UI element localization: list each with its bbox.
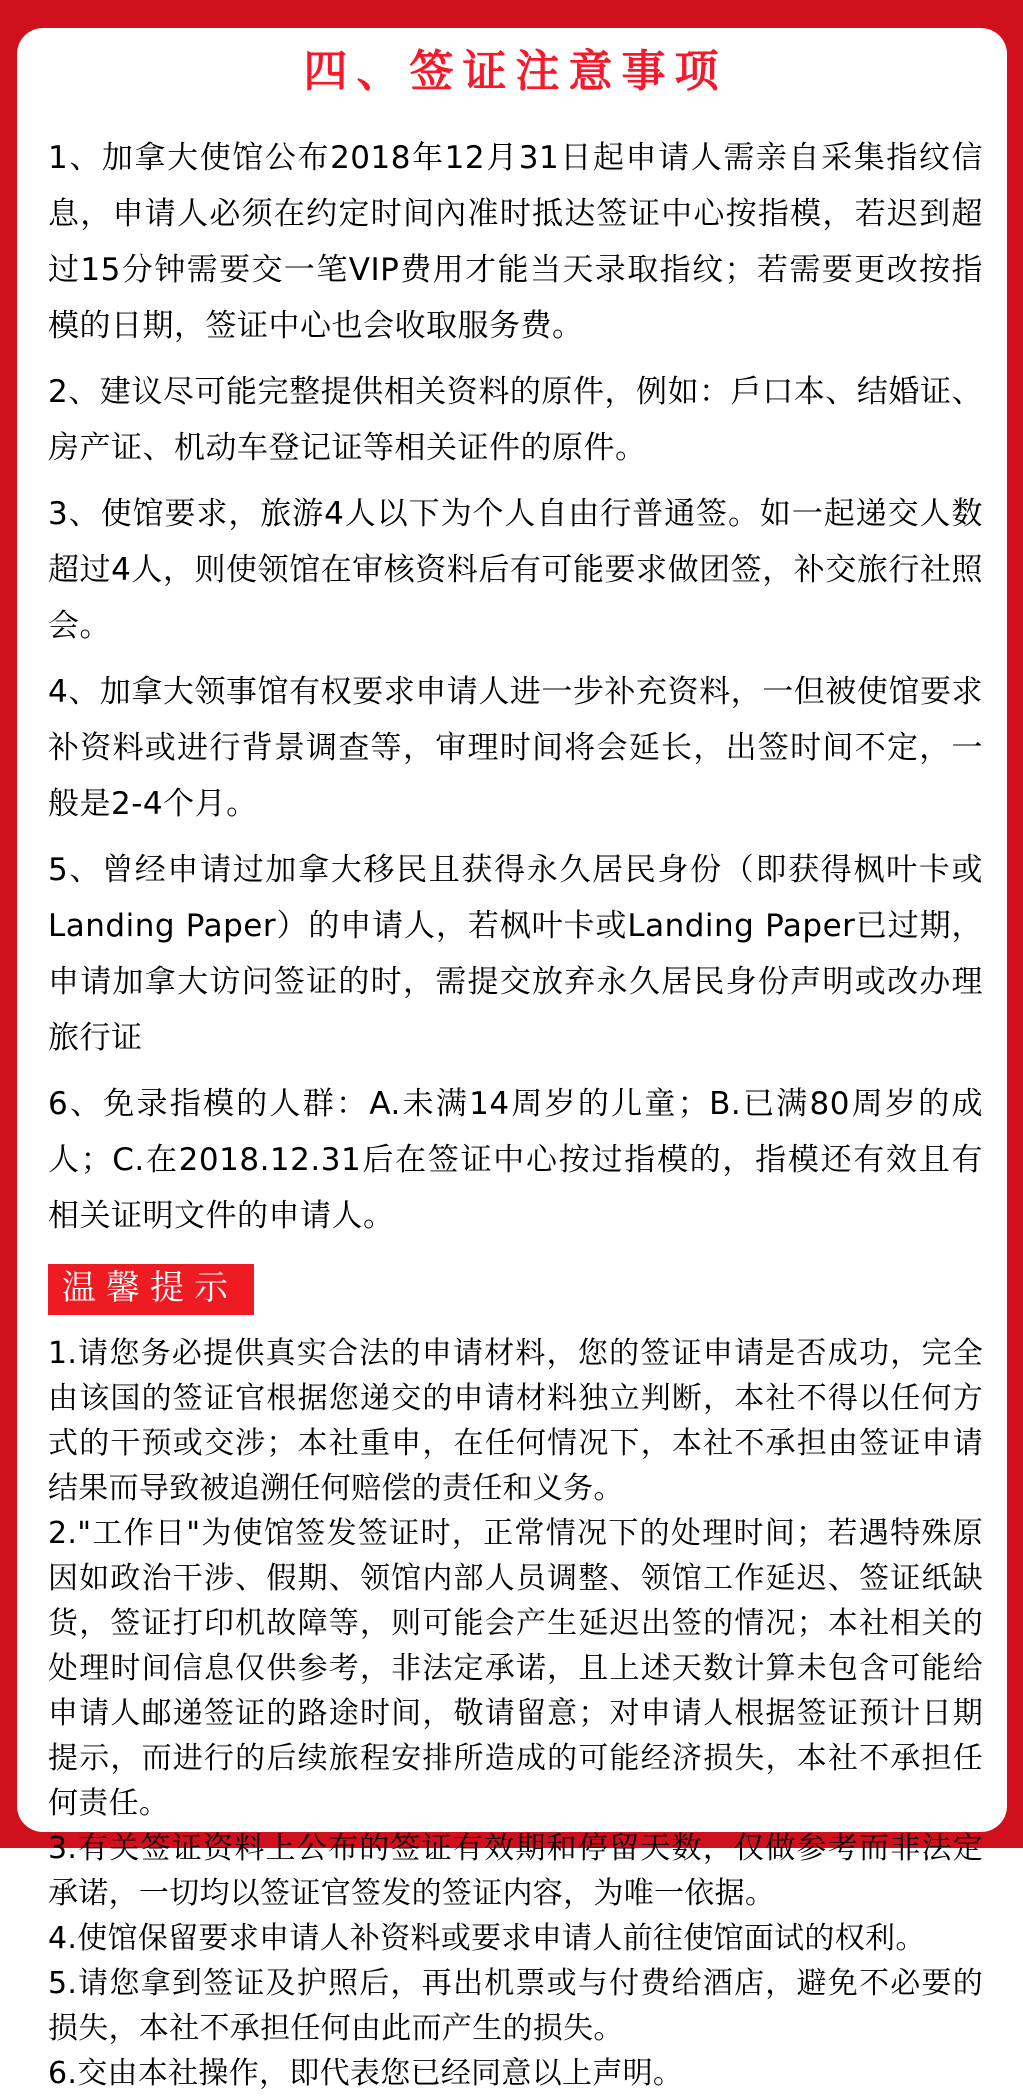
tip-paragraph: 5.请您拿到签证及护照后，再出机票或与付费给酒店，避免不必要的损失，本社不承担任何由此而产生的损失。 [48,1966,983,2047]
tip-paragraph: 1.请您务必提供真实合法的申请材料，您的签证申请是否成功，完全由该国的签证官根据您递交的申请材料独立判断，本社不得以任何方式的干预或交涉；本社重申，在任何情况下，本社不承担由签证申请结果而导致被追溯任何赔偿的责任和义务。 [48,1336,983,1507]
note-paragraph: 3、使馆要求，旅游4人以下为个人自由行普通签。如一起递交人数超过4人，则使领馆在审核资料后有可能要求做团签，补交旅行社照会。 [48,496,983,645]
tip-paragraph: 2."工作日"为使馆签发签证时，正常情况下的处理时间；若遇特殊原因如政治干涉、假期、领馆内部人员调整、领馆工作延迟、签证纸缺货，签证打印机故障等，则可能会产生延迟出签的情况；本社相关的处理时间信息仅供参考，非法定承诺，且上述天数计算未包含可能给申请人邮递签证的路途时间，敬请留意；对申请人根据签证预计日期提示，而进行的后续旅程安排所造成的可能经济损失，本社不承担任何责任。 [48,1516,983,1822]
tips-badge: 温馨提示 [48,1264,254,1315]
note-paragraph: 5、曾经申请过加拿大移民且获得永久居民身份（即获得枫叶卡或Landing Paper）的申请人，若枫叶卡或Landing Paper已过期，申请加拿大访问签证的时，需提交放弃永久居民身份声明或改办理旅行证 [48,852,983,1057]
tips-section [48,1331,983,2096]
note-paragraph: 1、加拿大使馆公布2018年12月31日起申请人需亲自采集指纹信息，申请人必须在约定时间內准时抵达签证中心按指模，若迟到超过15分钟需要交一笔VIP费用才能当天录取指纹；若需要更改按指模的日期，签证中心也会收取服务费。 [48,140,983,345]
tip-paragraph: 3.有关签证资料上公布的签证有效期和停留天数，仅做参考而非法定承诺，一切均以签证官签发的签证内容，为唯一依据。 [48,1831,983,1912]
tip-paragraph: 6.交由本社操作，即代表您已经同意以上声明。 [48,2056,684,2092]
tip-paragraph: 4.使馆保留要求申请人补资料或要求申请人前往使馆面试的权利。 [48,1921,926,1957]
note-paragraph: 6、免录指模的人群：A.未满14周岁的儿童；B.已满80周岁的成人；C.在2018.12.31后在签证中心按过指模的，指模还有效且有相关证明文件的申请人。 [48,1086,983,1235]
content-panel [17,28,1007,2092]
note-paragraph: 4、加拿大领事馆有权要求申请人进一步补充资料，一但被使馆要求补资料或进行背景调查等，审理时间将会延长，出签时间不定，一般是2-4个月。 [48,674,983,823]
notes-section [48,130,983,1244]
page-title: 四、签证注意事项 [303,46,728,97]
note-paragraph: 2、建议尽可能完整提供相关资料的原件，例如：戶口本、结婚证、房产证、机动车登记证等相关证件的原件。 [48,374,983,467]
